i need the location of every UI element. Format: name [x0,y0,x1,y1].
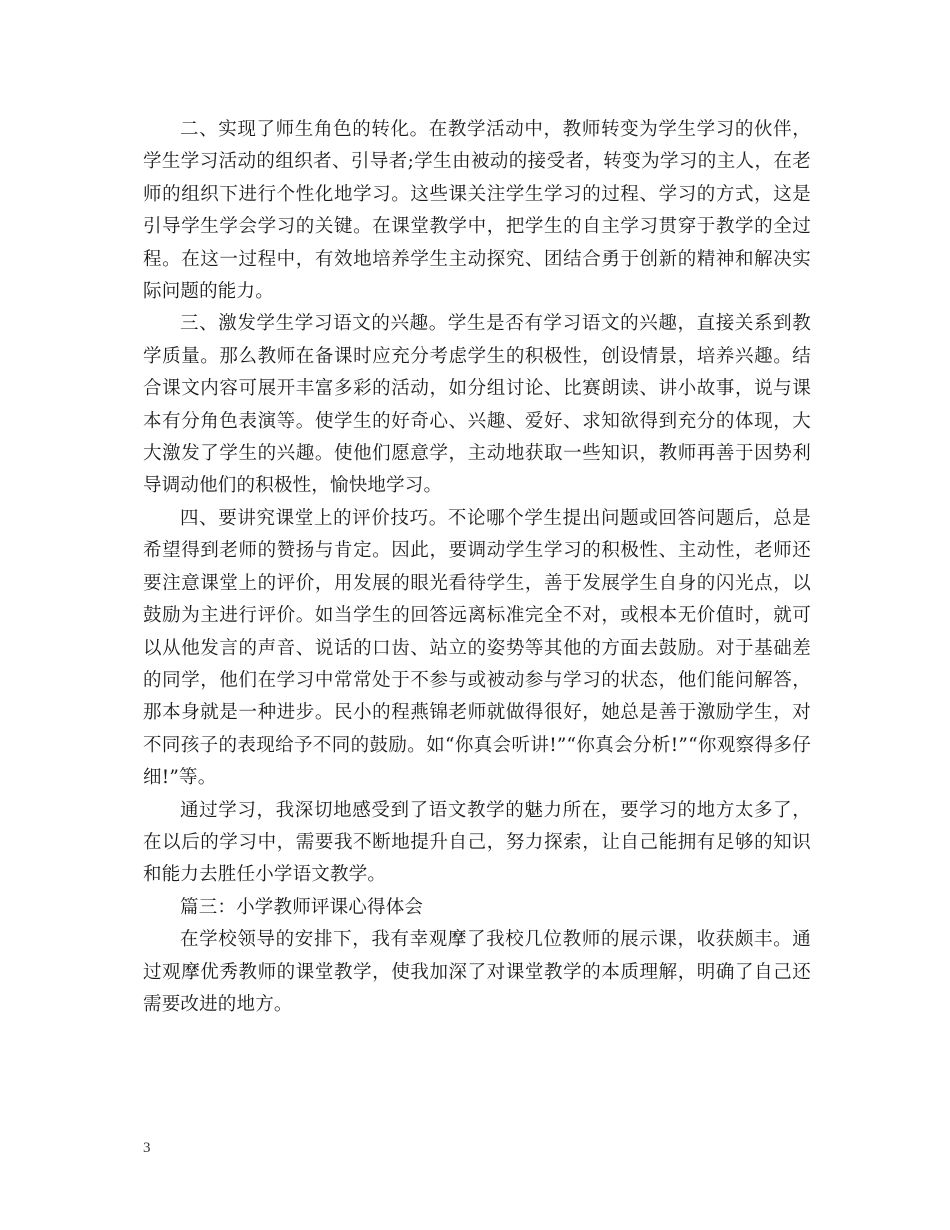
paragraph-evaluation-skills: 四、要讲究课堂上的评价技巧。不论哪个学生提出问题或回答问题后，总是希望得到老师的赞扬与肯定。因此，要调动学生学习的积极性、主动性，老师还要注意课堂上的评价，用发展的眼光看待学生，善于发展学生自身的闪光点，以鼓励为主进行评价。如当学生的回答远离标准完全不对，或根本无价值时，就可以从他发言的声音、说话的口齿、站立的姿势等其他的方面去鼓励。对于基础差的同学，他们在学习中常常处于不参与或被动参与学习的状态，他们能问解答，那本身就是一种进步。民小的程燕锦老师就做得很好，她总是善于激励学生，对不同孩子的表现给予不同的鼓励。如“你真会听讲!”“你真会分析!”“你观察得多仔细!”等。 [143,507,811,789]
paragraph-observation: 在学校领导的安排下，我有幸观摩了我校几位教师的展示课，收获颇丰。通过观摩优秀教师的课堂教学，使我加深了对课堂教学的本质理解，明确了自己还需要改进的地方。 [143,929,811,1015]
paragraph-role-transformation: 二、实现了师生角色的转化。在教学活动中，教师转变为学生学习的伙伴，学生学习活动的组织者、引导者;学生由被动的接受者，转变为学习的主人，在老师的组织下进行个性化地学习。这些课关注学生学习的过程、学习的方式，这是引导学生学会学习的关键。在课堂教学中，把学生的自主学习贯穿于教学的全过程。在这一过程中，有效地培养学生主动探究、团结合勇于创新的精神和解决实际问题的能力。 [143,119,811,303]
section-heading: 篇三：小学教师评课心得体会 [180,896,424,918]
paragraph-conclusion: 通过学习，我深切地感受到了语文教学的魅力所在，要学习的地方太多了，在以后的学习中，需要我不断地提升自己，努力探索，让自己能拥有足够的知识和能力去胜任小学语文教学。 [143,799,811,886]
document-body [143,114,811,1021]
paragraph-stimulate-interest: 三、激发学生学习语文的兴趣。学生是否有学习语文的兴趣，直接关系到教学质量。那么教师在备课时应充分考虑学生的积极性，创设情景，培养兴趣。结合课文内容可展开丰富多彩的活动，如分组讨论、比赛朗读、讲小故事，说与课本有分角色表演等。使学生的好奇心、兴趣、爱好、求知欲得到充分的体现，大大激发了学生的兴趣。使他们愿意学，主动地获取一些知识，教师再善于因势利导调动他们的积极性，愉快地学习。 [143,313,811,497]
page-number: 3 [143,1140,151,1156]
